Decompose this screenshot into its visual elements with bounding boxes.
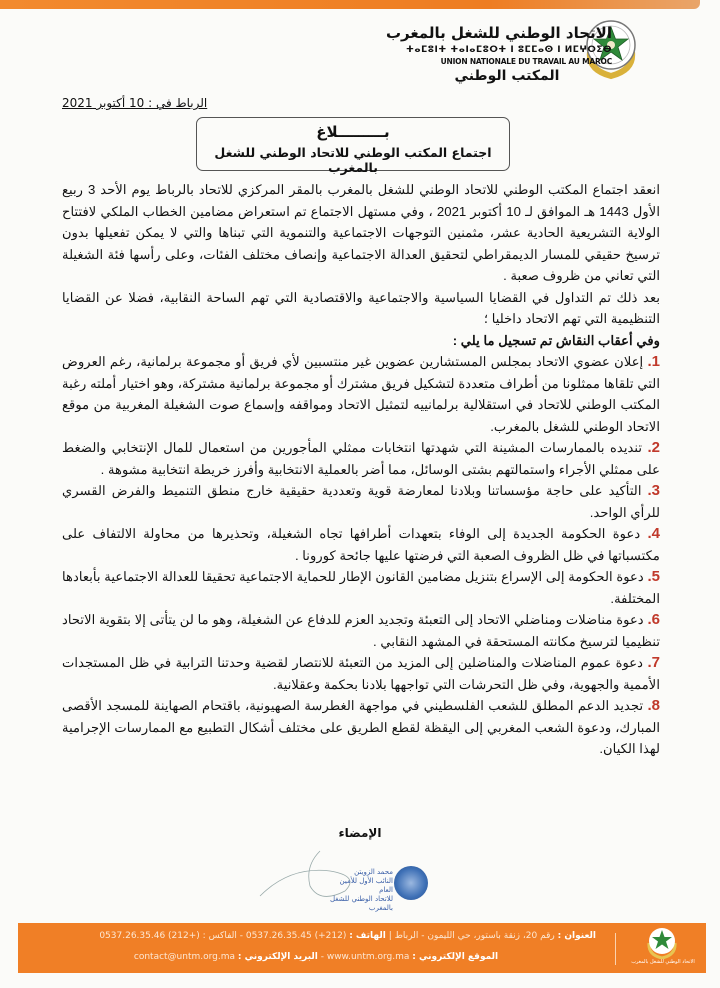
item-number: 4. <box>647 525 661 542</box>
header-accent-bar <box>0 0 700 9</box>
list-item <box>62 609 660 652</box>
lead-in: وفي أعقاب النقاش تم تسجيل ما يلي : <box>452 332 660 348</box>
bureau-name: المكتب الوطني <box>454 68 560 84</box>
email-label: البريد الإلكتروني : <box>237 952 318 962</box>
item-number: 5. <box>647 568 660 585</box>
list-item <box>62 351 660 437</box>
fax-label: الفاكس : <box>202 931 237 941</box>
item-text: التأكيد على حاجة مؤسساتنا وبلادنا لمعارضة قوية وتعددية حقيقية خارج منطق التنميط والفرض القسري للرأي الواحد. <box>62 483 660 520</box>
list-item <box>62 480 660 523</box>
org-name-french: UNION NATIONALE DU TRAVAIL AU MAROC <box>440 57 612 66</box>
letterhead <box>312 24 612 84</box>
footer-divider <box>615 933 616 965</box>
item-text: تجديد الدعم المطلق للشعب الفلسطيني في مواجهة الغطرسة الصهيونية، باقتحام الصهاينة للمسجد الأقصى المبارك، ودعوة الشعب المغربي إلى اليقظة لقطع الطريق على مختلف أشكال التطبيع مع الممارسات الإجرامية لهذا الكيان. <box>62 698 660 756</box>
signatory-name: محمد الزويتن <box>354 868 393 876</box>
signature-block <box>0 826 720 840</box>
address: رقم 20، زنقة باستور، حي الليمون - الرباط <box>394 931 555 941</box>
list-item <box>62 695 660 760</box>
signatory-role: النائب الأول للأمين العام <box>339 877 393 894</box>
item-text: تنديده بالممارسات المشينة التي شهدتها انتخابات ممثلي المأجورين من استعمال للمال الإنتخابي والضغط على ممثلي الأجراء واستمالتهم بشتى الوسائل، مما أضر بالعملية الانتخابية وأفرز خريطة انتخابية مشوهة . <box>62 440 660 477</box>
website-label: الموقع الإلكتروني : <box>412 952 499 962</box>
signature-label: الإمضاء <box>338 826 382 840</box>
org-name-tifinagh: ⵜⴰⵎⵓⵏⵜ ⵜⴰⵏⴰⵎⵓⵔⵜ ⵏ ⵓⵎⵎⴰⵙ ⵏ ⵍⵎⵖⵔⵉⴱ <box>405 45 612 55</box>
item-number: 6. <box>647 611 660 628</box>
document-title: بـــــــــلاغ <box>316 123 390 141</box>
item-text: دعوة عموم المناضلات والمناضلين إلى المزيد من التعبئة للانتصار لقضية وحدتنا الترابية في ظل المستجدات الأممية والجهوية، وفي ظل التحرشات التي تواجهها بلادنا بحكمة وعقلانية. <box>62 655 660 692</box>
phone: (212+) 0537.26.35.45 <box>245 931 347 941</box>
item-number: 7. <box>647 654 660 671</box>
item-number: 3. <box>647 482 660 499</box>
email-link[interactable]: contact@untm.org.ma <box>133 952 236 962</box>
item-text: دعوة الحكومة الجديدة إلى الوفاء بتعهدات أطرافها تجاه الشغيلة، وتحذيرها من محاولة الالتفاف على مكتسباتها في ظل الظروف الصعبة التي فرضتها عليها جائحة كورونا . <box>62 526 660 563</box>
discussion-paragraph: بعد ذلك تم التداول في القضايا السياسية والاجتماعية والاقتصادية التي تهم الساحة النقابية، فضلا عن القضايا التنظيمية التي تهم الاتحاد داخليا ؛ <box>62 289 660 326</box>
website-link[interactable]: www.untm.org.ma <box>326 952 410 962</box>
phone-label: الهاتف : <box>349 931 386 941</box>
item-number: 2. <box>647 439 661 456</box>
footer-web-line: الموقع الإلكتروني : www.untm.org.ma - البريد الإلكتروني : contact@untm.org.ma <box>133 952 499 962</box>
address-label: العنوان : <box>557 931 596 941</box>
list-item <box>62 566 660 609</box>
item-text: دعوة مناضلات ومناضلي الاتحاد إلى التعبئة وتجديد العزم للدفاع عن الشغيلة، وهو ما لن يتأتى إلا بتقوية الاتحاد تنظيميا لترسيخ مكانته المستحقة في المشهد النقابي . <box>62 612 660 649</box>
title-box <box>196 117 510 175</box>
list-item <box>62 523 660 566</box>
org-name-arabic: الاتحاد الوطني للشغل بالمغرب <box>385 24 612 42</box>
intro-paragraph: انعقد اجتماع المكتب الوطني للاتحاد الوطني للشغل بالمغرب بالمقر المركزي للاتحاد بالرباط يوم الأحد 3 ربيع الأول 1443 هـ الموافق لـ 10 أكتوبر 2021 ، وفي مستهل الاجتماع تم استعراض مضامين الخطاب الملكي لافتتاح الولاية التشريعية الحادية عشر، مثمنين التوجهات الاجتماعية والتنموية التي تبناها والتي لا يمكن تفعيلها بدون ترسيخ حقيقي للمسار الديمقراطي لتحقيق العدالة الاجتماعية وإنصاف مختلف الفئات، وعلى رأسها فئة الشغيلة التي تعاني من ظروف صعبة . <box>62 182 660 283</box>
signatory-org: للاتحاد الوطني للشغل بالمغرب <box>329 895 393 912</box>
communique-body <box>62 179 660 760</box>
item-number: 1. <box>647 353 660 370</box>
footer-untm-emblem-icon <box>644 925 680 959</box>
document-subtitle: اجتماع المكتب الوطني للاتحاد الوطني للشغل بالمغرب <box>214 145 492 175</box>
item-number: 8. <box>647 697 660 714</box>
list-item <box>62 437 660 480</box>
footer-banner <box>18 923 706 973</box>
item-text: إعلان عضوي الاتحاد بمجلس المستشارين عضوين غير منتسبين لأي فريق أو مجموعة برلمانية، رغم العروض التي تلقاها ممثلونا من أطراف متعددة لتشكيل فريق مشترك أو مجموعة برلمانية مشتركة، وهو اختيار أملته رغبة المكتب الوطني للاتحاد في استقلالية برلمانييه لتمثيل الاتحاد ومواقفه وإسماع صوت الشغيلة المغربية من موقع الاتحاد الوطني للشغل بالمغرب. <box>62 354 660 434</box>
union-stamp-seal-icon <box>394 866 428 900</box>
date-line: الرباط في : 10 أكتوبر 2021 <box>62 96 208 110</box>
signatory <box>325 868 393 913</box>
footer-org-name: الاتحاد الوطني للشغل بالمغرب <box>631 959 695 965</box>
item-text: دعوة الحكومة إلى الإسراع بتنزيل مضامين القانون الإطار للحماية الاجتماعية تحقيقا للعدالة الاجتماعية بأبعادها المختلفة. <box>62 569 660 606</box>
fax: (+212) 0537.26.35.46 <box>99 931 200 941</box>
footer-contact-line: العنوان : رقم 20، زنقة باستور، حي الليمون - الرباط | الهاتف : (212+) 0537.26.35.45 - الفاكس : (+212) 0537.26.35.46 <box>99 931 596 941</box>
list-item <box>62 652 660 695</box>
